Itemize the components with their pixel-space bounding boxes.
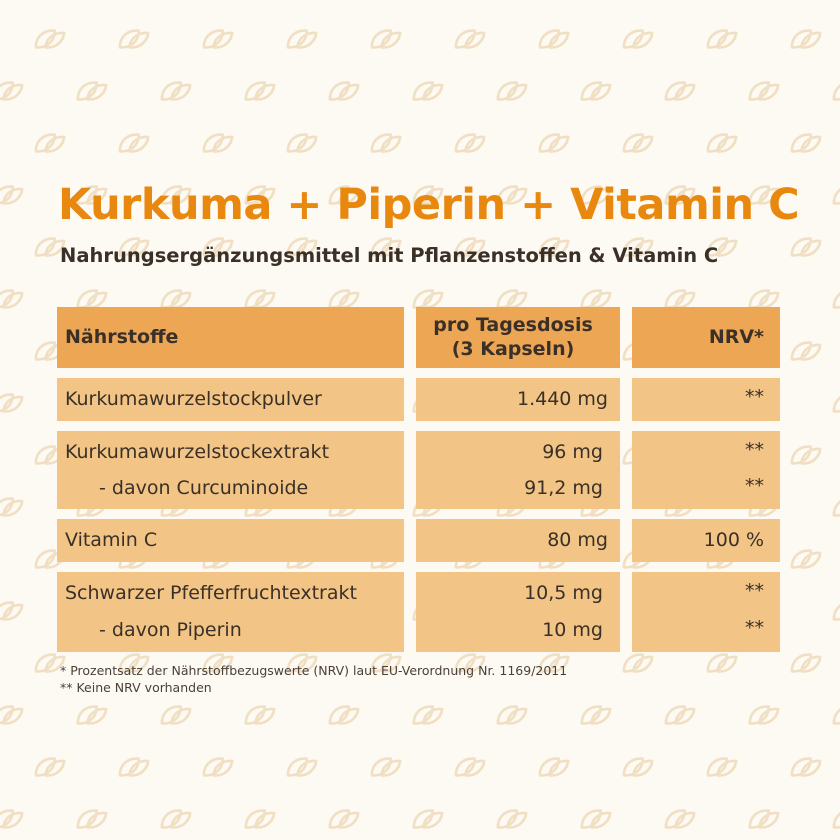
nrv-value: ** <box>745 439 764 461</box>
table-row-3-nutrient <box>57 519 404 562</box>
header-dose-label <box>418 313 608 361</box>
sub-nrv-value: ** <box>745 617 764 639</box>
header-nutrient <box>57 307 404 368</box>
nutrient-name: Kurkumawurzelstockpulver <box>65 388 322 410</box>
table-row-2-nutrient <box>57 431 404 509</box>
table-row-4-nutrient <box>57 572 404 652</box>
footnote-nrv-definition: * Prozentsatz der Nährstoffbezugswerte (NRV) laut EU-Verordnung Nr. 1169/2011 <box>60 663 568 678</box>
table-row-4-dose <box>416 572 620 652</box>
table-row-1-nutrient <box>57 378 404 421</box>
sub-dose-value: 10 mg <box>542 619 603 641</box>
dose-value: 96 mg <box>542 441 603 463</box>
dose-value: 80 mg <box>547 529 608 551</box>
sub-nrv-value: ** <box>745 475 764 497</box>
sub-dose-value: 91,2 mg <box>524 477 603 499</box>
table-row-1-nrv <box>632 378 780 421</box>
footnotes <box>60 662 567 696</box>
product-title: Kurkuma + Piperin + Vitamin C <box>58 180 800 230</box>
header-nutrient-label: Nährstoffe <box>65 326 179 348</box>
header-dose-line1: pro Tagesdosis <box>433 314 593 336</box>
dose-value: 10,5 mg <box>524 582 603 604</box>
header-dose <box>416 307 620 368</box>
table-row-4-nrv <box>632 572 780 652</box>
nutrient-name: Kurkumawurzelstockextrakt <box>65 441 330 463</box>
table-row-2-nrv <box>632 431 780 509</box>
header-nrv-label: NRV* <box>708 326 764 348</box>
header-dose-line2: (3 Kapseln) <box>451 338 575 360</box>
table-row-3-dose <box>416 519 620 562</box>
header-nrv <box>632 307 780 368</box>
product-subtitle: Nahrungsergänzungsmittel mit Pflanzenstoffen & Vitamin C <box>60 244 719 267</box>
sub-nutrient-name: - davon Piperin <box>99 619 242 641</box>
footnote-no-nrv: ** Keine NRV vorhanden <box>60 680 212 695</box>
table-row-2-dose <box>416 431 620 509</box>
table-row-1-dose <box>416 378 620 421</box>
nutrient-name: Schwarzer Pfefferfruchtextrakt <box>65 582 357 604</box>
table-row-3-nrv <box>632 519 780 562</box>
nrv-value: ** <box>745 386 764 408</box>
sub-nutrient-name: - davon Curcuminoide <box>99 477 309 499</box>
nutrient-name: Vitamin C <box>65 529 158 551</box>
dose-value: 1.440 mg <box>516 388 608 410</box>
nrv-value: ** <box>745 580 764 602</box>
nrv-value: 100 % <box>703 529 764 551</box>
